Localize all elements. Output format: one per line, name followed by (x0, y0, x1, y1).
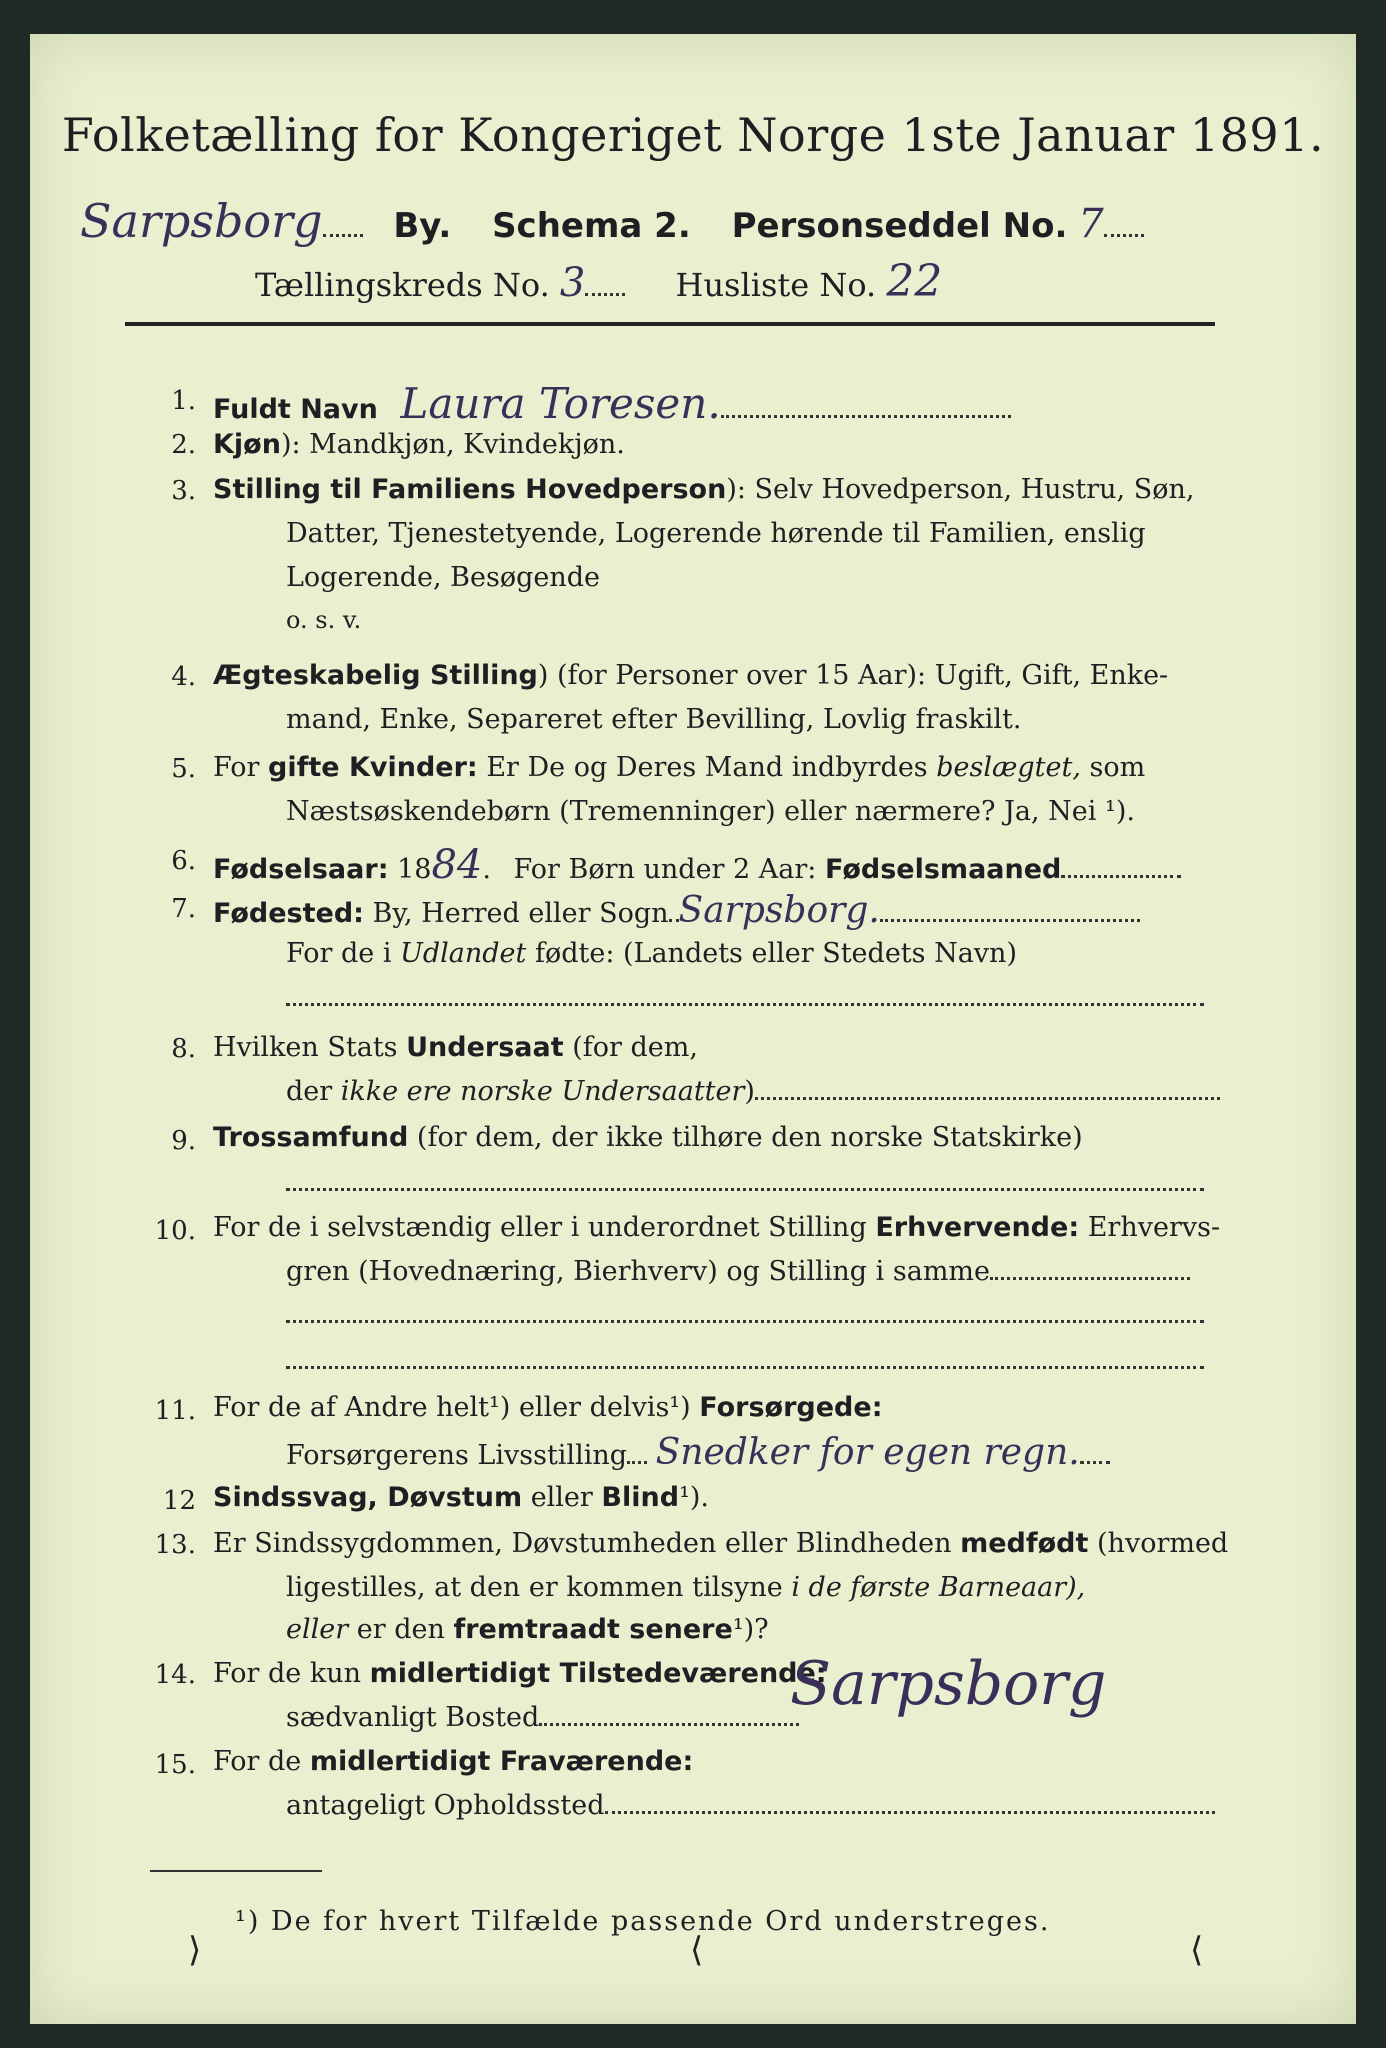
item-7: Fødested: By, Herred eller Sogn Sarpsborg. (213, 890, 1140, 931)
header-rule (125, 322, 1215, 326)
husliste-number: 22 (886, 256, 943, 307)
item-6: Fødselsaar: 1884. For Børn under 2 Aar: Fødselsmaaned (213, 842, 1181, 888)
footnote-rule (150, 1870, 322, 1872)
by-label: By. (393, 206, 452, 246)
usual-residence-handwritten: Sarpsborg (790, 1649, 1107, 1719)
personseddel-number: 7 (1078, 201, 1104, 247)
header-line-1 (80, 194, 1144, 248)
census-form-sheet: Folketælling for Kongeriget Norge 1ste Januar 1891. Sarpsborg By. Schema 2. Personseddel No. 7 Tællingskreds No. 3 Husliste No. 22 1. Fuldt Navn Laura Toresen. 2. Kjøn): Mandkjøn, Kvindekjøn. 3. Stilling til Familiens Hovedperson): Selv Hovedperson, Hustru, Søn, Datter, Tjenestetyende, Logerende hørende til Familien, enslig Logerende, Besøgende o. s. v. 4. Ægteskabelig Stilling) (for Personer over 15 Aar): Ugift, Gift, Enke- mand, Enke, Separeret efter Bevilling, Lovlig fraskilt. 5. For gifte Kvinder: Er De og Deres Mand indbyrdes beslægtet, som Næstsøskendebørn (Tremenninger) eller nærmere? Ja, Nei ¹). 6. Fødselsaar: 1884. For Børn under 2 Aar: Fødselsmaaned 7. Fødested: By, Herred eller Sogn Sarpsborg. For de i Udlandet fødte: (Landets eller Stedets Navn) 8. Hvilken Stats Undersaat (for dem, der ikke ere norske Undersaatter) 9. Trossamfund (for dem, der ikke tilhøre den norske Statskirke) 10. For de i selvstændig eller i underordnet Stilling Erhvervende: Erhvervs- gren (Hovednæring, Bierhverv) og Stilling i samme 11. For de af Andre helt¹) eller delvis¹) Forsørgede: Forsørgerens Livsstilling Snedker for egen regn. 12 Sindssvag, Døvstum eller Blind¹). 13. Er Sindssygdommen, Døvstumheden eller Blindheden medfødt (hvormed ligestilles, at den er kommen tilsyne i de første Barneaar), eller er den fremtraadt senere¹)? 14. For de kun midlertidigt Tilstedeværende: sædvanligt Bosted Sarpsborg 15. For de midlertidigt Fraværende: antageligt Opholdssted ¹) De for hvert Tilfælde passende Ord understreges. ⟩ ⟨ ⟨ (30, 34, 1356, 2024)
item-15: For de midlertidigt Fraværende: (213, 1746, 694, 1777)
birthplace-handwritten: Sarpsborg. (678, 890, 880, 931)
header-line-2 (255, 256, 942, 307)
schema-label: Schema 2. (492, 206, 691, 246)
kreds-number: 3 (559, 260, 586, 306)
item-3: Stilling til Familiens Hovedperson): Selv Hovedperson, Hustru, Søn, (213, 474, 1195, 505)
item-12: Sindssvag, Døvstum eller Blind¹). (213, 1482, 710, 1513)
corner-mark-icon: ⟩ (188, 1930, 202, 1970)
item-2: Kjøn): Mandkjøn, Kvindekjøn. (213, 429, 625, 460)
item-9: Trossamfund (for dem, der ikke tilhøre den norske Statskirke) (213, 1122, 1083, 1153)
corner-mark-icon: ⟨ (690, 1930, 704, 1970)
item-13: Er Sindssygdommen, Døvstumheden eller Blindheden medfødt (hvormed (213, 1528, 1229, 1559)
item-4: Ægteskabelig Stilling) (for Personer over 15 Aar): Ugift, Gift, Enke- (213, 660, 1169, 691)
item-1: Fuldt Navn Laura Toresen. (213, 379, 1011, 428)
husliste-label: Husliste No. (675, 266, 877, 304)
full-name-handwritten: Laura Toresen. (400, 379, 721, 428)
item-8: Hvilken Stats Undersaat (for dem, (213, 1032, 698, 1063)
item-5: For gifte Kvinder: Er De og Deres Mand indbyrdes beslægtet, som (213, 752, 1146, 783)
kreds-label: Tællingskreds No. (255, 266, 550, 304)
provider-occupation-handwritten: Snedker for egen regn. (655, 1432, 1080, 1473)
form-title: Folketælling for Kongeriget Norge 1ste Januar 1891. (61, 108, 1325, 162)
item-number: 1. (171, 386, 196, 416)
item-14: For de kun midlertidigt Tilstedeværende: (213, 1658, 827, 1689)
personseddel-label: Personseddel No. (731, 206, 1068, 246)
footnote: ¹) De for hvert Tilfælde passende Ord understreges. (235, 1906, 1051, 1937)
item-11: For de af Andre helt¹) eller delvis¹) Forsørgede: (213, 1392, 883, 1423)
birth-year-handwritten: 84 (431, 842, 483, 888)
corner-mark-icon: ⟨ (1190, 1930, 1204, 1970)
item-10: For de i selvstændig eller i underordnet Stilling Erhvervende: Erhvervs- (213, 1212, 1221, 1243)
city-handwritten: Sarpsborg (80, 194, 323, 248)
